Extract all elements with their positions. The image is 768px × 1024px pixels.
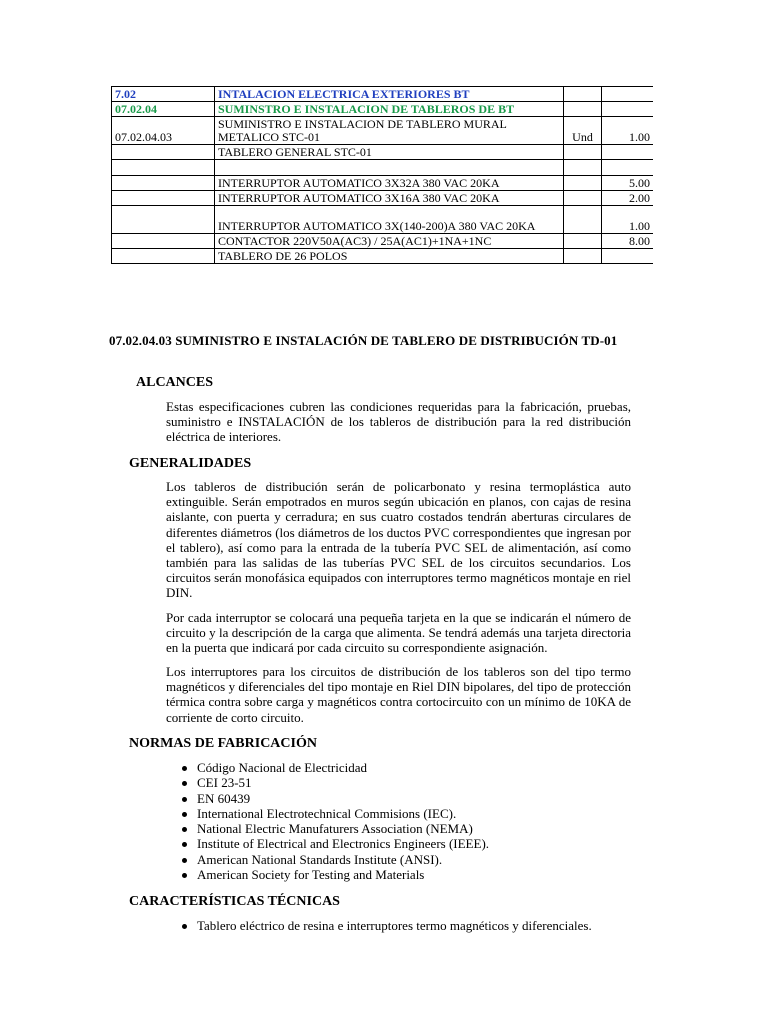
item-unit [564,206,602,234]
list-item [180,821,489,836]
item-code: 7.02 [112,87,215,102]
table-row [112,206,654,234]
generalidades-paragraph-1: Los tableros de distribución serán de policarbonato y resina termoplástica auto extinguible. Serán empotrados en muros según ubicación en planos, con cajas de resina aislante, con puerta y cerradura; en sus cuatro costados tendrán aberturas circulares de diferentes diámetros (los diámetros de los ductos PVC correspondientes que ingresan por el tablero), así como para la entrada de la tubería PVC SEL de alimentación, así como también para las salidas de las tuberías PVC SEL de los circuitos secundarios. Los circuitos serán monofásica equipados con interruptores termo magnéticos montaje en riel DIN. [166,479,631,601]
bullet-icon [182,924,187,929]
list-item-text: American National Standards Institute (ANSI). [197,851,443,867]
item-code [112,145,215,160]
item-unit [564,249,602,264]
item-unit [564,160,602,176]
item-description: TABLERO GENERAL STC-01 [215,145,564,160]
item-quantity: 8.00 [602,234,654,249]
caracteristicas-heading: CARACTERÍSTICAS TÉCNICAS [129,894,340,909]
item-description: INTERRUPTOR AUTOMATICO 3X32A 380 VAC 20KA [215,176,564,191]
item-quantity: 1.00 [602,117,654,145]
bullet-icon [182,873,187,878]
item-unit [564,234,602,249]
bullet-icon [182,842,187,847]
list-item [180,760,489,775]
table-row [112,117,654,145]
alcances-paragraph: Estas especificaciones cubren las condiciones requeridas para la fabricación, pruebas, suministro e INSTALACIÓN de los tableros de distribución para la red distribución eléctrica de interiores. [166,399,631,445]
item-quantity [602,145,654,160]
bullet-icon [182,827,187,832]
item-quantity [602,160,654,176]
item-unit [564,176,602,191]
list-item-text: Institute of Electrical and Electronics Engineers (IEEE). [197,836,490,852]
item-code [112,234,215,249]
list-item-text: CEI 23-51 [197,775,252,791]
table-row [112,249,654,264]
alcances-heading: ALCANCES [136,375,214,390]
normas-heading: NORMAS DE FABRICACIÓN [129,736,317,751]
item-unit [564,102,602,117]
item-code [112,176,215,191]
item-quantity [602,102,654,117]
list-item [180,867,489,882]
item-description: SUMINISTRO E INSTALACION DE TABLERO MURAL METALICO STC-01 [215,117,564,145]
item-quantity [602,87,654,102]
list-item [180,836,489,851]
list-item [180,775,489,790]
bullet-icon [182,766,187,771]
list-item [180,806,489,821]
table-row [112,234,654,249]
list-item-text: EN 60439 [197,790,251,806]
table-row [112,87,654,102]
item-description: INTERRUPTOR AUTOMATICO 3X(140-200)A 380 VAC 20KA [215,206,564,234]
list-item [180,918,592,933]
budget-table [111,86,653,264]
caracteristicas-list [180,918,592,933]
item-description: INTALACION ELECTRICA EXTERIORES BT [215,87,564,102]
item-code [112,191,215,206]
table-row [112,191,654,206]
item-unit [564,191,602,206]
table-row [112,176,654,191]
item-code [112,206,215,234]
item-code: 07.02.04.03 [112,117,215,145]
bullet-icon [182,797,187,802]
item-quantity [602,249,654,264]
item-description: CONTACTOR 220V50A(AC3) / 25A(AC1)+1NA+1NC [215,234,564,249]
list-item-text: Código Nacional de Electricidad [197,760,368,775]
item-code [112,249,215,264]
item-description: INTERRUPTOR AUTOMATICO 3X16A 380 VAC 20KA [215,191,564,206]
item-unit [564,145,602,160]
list-item-text: National Electric Manufaturers Association (NEMA) [197,821,473,837]
item-quantity: 2.00 [602,191,654,206]
list-item [180,791,489,806]
normas-list [180,760,489,882]
item-quantity: 5.00 [602,176,654,191]
item-unit [564,87,602,102]
bullet-icon [182,858,187,863]
section-title: 07.02.04.03 SUMINISTRO E INSTALACIÓN DE TABLERO DE DISTRIBUCIÓN TD-01 [109,333,618,348]
item-code [112,160,215,176]
item-description [215,160,564,176]
table-row [112,102,654,117]
item-description: SUMINSTRO E INSTALACION DE TABLEROS DE BT [215,102,564,117]
list-item [180,852,489,867]
list-item-text: American Society for Testing and Materials [197,867,425,883]
item-unit: Und [564,117,602,145]
generalidades-heading: GENERALIDADES [129,456,252,471]
table-row [112,160,654,176]
bullet-icon [182,812,187,817]
item-quantity: 1.00 [602,206,654,234]
generalidades-paragraph-3: Los interruptores para los circuitos de distribución de los tableros son del tipo termo magnéticos y diferenciales del tipo montaje en Riel DIN bipolares, del tipo de protección térmica contra sobre carga y magnéticos contra cortocircuito con un mínimo de 10KA de corriente de corto circuito. [166,664,631,725]
table-row [112,145,654,160]
list-item-text: Tablero eléctrico de resina e interruptores termo magnéticos y diferenciales. [197,918,592,933]
generalidades-paragraph-2: Por cada interruptor se colocará una pequeña tarjeta en la que se indicarán el número de circuito y la descripción de la carga que alimenta. Se tendrá además una tarjeta directoria en la puerta que indicará por cada circuito su correspondiente asignación. [166,610,631,656]
budget-table-container [111,86,653,278]
item-description: TABLERO DE 26 POLOS [215,249,564,264]
list-item-text: International Electrotechnical Commisions (IEC). [197,805,457,821]
item-code: 07.02.04 [112,102,215,117]
bullet-icon [182,781,187,786]
